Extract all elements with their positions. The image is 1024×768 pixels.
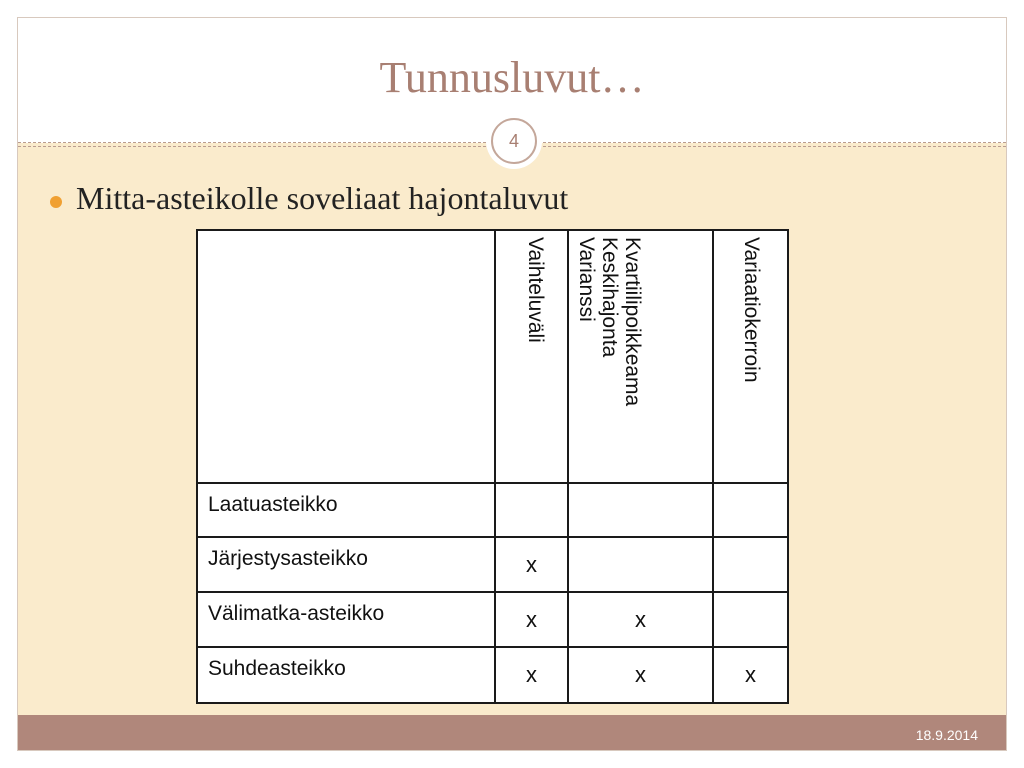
table-row <box>197 483 788 537</box>
footer-band <box>18 715 1006 750</box>
table-cell: x <box>495 647 568 703</box>
table-cell <box>568 537 713 592</box>
table-row <box>197 647 788 703</box>
row-label: Järjestysasteikko <box>197 537 495 592</box>
slide-title: Tunnusluvut… <box>379 53 645 102</box>
page-number-badge: 4 <box>491 118 537 164</box>
table-header-cell <box>495 230 568 483</box>
table-cell: x <box>495 537 568 592</box>
header-label: Vaihteluväli <box>524 237 547 343</box>
table-cell: x <box>568 647 713 703</box>
header-label: Kvartiilipoikkeama Keskihajonta Varianssi <box>575 237 644 407</box>
table-cell: x <box>713 647 788 703</box>
table-cell: x <box>495 592 568 647</box>
row-label: Välimatka-asteikko <box>197 592 495 647</box>
table-cell <box>495 483 568 537</box>
table-cell <box>568 483 713 537</box>
table-header-cell <box>713 230 788 483</box>
bullet-icon <box>50 196 62 208</box>
table-cell <box>713 592 788 647</box>
footer-date: 18.9.2014 <box>915 727 978 743</box>
table-row <box>197 537 788 592</box>
row-label: Laatuasteikko <box>197 483 495 537</box>
table-header-row <box>197 230 788 483</box>
header-label: Variaatiokerroin <box>740 237 763 383</box>
table-header-cell <box>197 230 495 483</box>
bullet-text: Mitta-asteikolle soveliaat hajontaluvut <box>76 180 569 216</box>
table-cell: x <box>568 592 713 647</box>
table-row <box>197 592 788 647</box>
table-cell <box>713 483 788 537</box>
table-cell <box>713 537 788 592</box>
scale-table <box>196 229 789 704</box>
table-header-cell <box>568 230 713 483</box>
row-label: Suhdeasteikko <box>197 647 495 703</box>
